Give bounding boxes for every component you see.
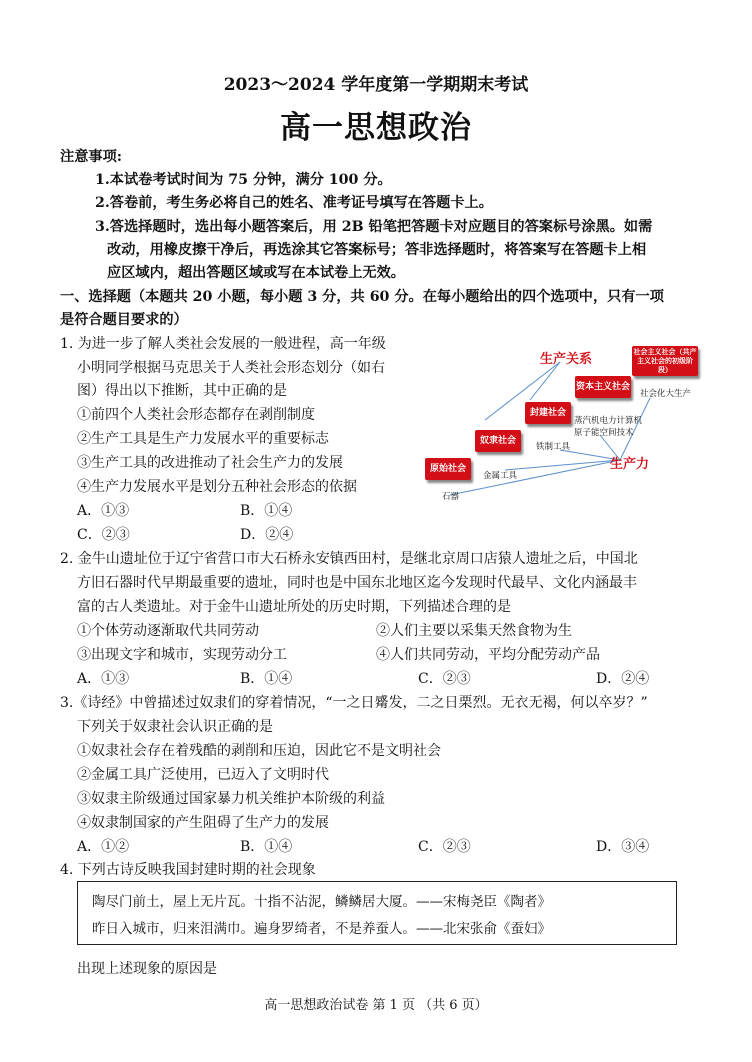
question-text: 下列关于奴隶社会认识正确的是	[77, 719, 273, 735]
page-title: 高一思想政治	[280, 110, 472, 146]
question-text: 4. 下列古诗反映我国封建时期的社会现象	[60, 862, 316, 878]
notice-item: 2.答卷前，考生务必将自己的姓名、准考证号填写在答题卡上。	[95, 195, 493, 211]
stage-primitive: 原始社会	[425, 458, 471, 480]
statement: ③奴隶主阶级通过国家暴力机关维护本阶级的利益	[77, 791, 385, 807]
notice-heading: 注意事项:	[60, 149, 122, 165]
statement: ①个体劳动逐渐取代共同劳动	[77, 623, 259, 639]
section-heading: 一、选择题（本题共 20 小题，每小题 3 分，共 60 分。在每小题给出的四个选项中，只有一项	[60, 289, 664, 305]
option-c: C．②③	[418, 671, 471, 687]
stage-socialist: 社会主义社会（共产主义社会的初级阶段）	[633, 348, 697, 374]
notice-item: 1.本试卷考试时间为 75 分钟，满分 100 分。	[95, 172, 392, 188]
page-footer: 高一思想政治试卷 第 1 页 （共 6 页）	[264, 998, 488, 1013]
statement: ④生产力发展水平是划分五种社会形态的依据	[77, 479, 357, 495]
tool-label: 铁制工具	[536, 442, 571, 452]
option-b: B．①④	[240, 503, 293, 519]
poem-line: 陶尽门前土，屋上无片瓦。十指不沾泥，鳞鳞居大厦。——宋梅尧臣《陶者》	[92, 894, 551, 910]
question-text: 方旧石器时代早期最重要的遗址，同时也是中国东北地区迄今发现时代最早、文化内涵最丰	[77, 575, 637, 591]
poem-line: 昨日入城市，归来泪满巾。遍身罗绮者，不是养蚕人。——北宋张俞《蚕妇》	[92, 921, 551, 937]
tool-label: 蒸汽机电力计算机	[574, 416, 643, 426]
tool-label: 金属工具	[483, 471, 518, 481]
option-b: B．①④	[240, 671, 293, 687]
stage-capitalist: 资本主义社会	[575, 376, 631, 398]
option-c: C．②③	[418, 839, 471, 855]
poem-box	[77, 881, 677, 945]
tool-label: 社会化大生产	[640, 389, 692, 399]
notice-item: 3.答选择题时，选出每小题答案后，用 2B 铅笔把答题卡对应题目的答案标号涂黑。如需	[95, 219, 653, 235]
stage-feudal: 封建社会	[525, 402, 571, 424]
option-d: D．③④	[596, 839, 650, 855]
statement: ④人们共同劳动，平均分配劳动产品	[376, 647, 600, 663]
statement: ②人们主要以采集天然食物为生	[376, 623, 572, 639]
question-text: 3.《诗经》中曾描述过奴隶们的穿着情况，“一之日觱发，二之日栗烈。无衣无褐，何以卒岁？”	[60, 695, 648, 711]
option-c: C．②③	[77, 527, 130, 543]
option-a: A．①③	[77, 503, 130, 519]
option-a: A．①③	[77, 671, 130, 687]
question-text: 2. 金牛山遗址位于辽宁省营口市大石桥永安镇西田村，是继北京周口店猿人遗址之后，中国北	[60, 551, 638, 567]
tool-label: 原子能空间技术	[574, 428, 634, 438]
option-d: D．②④	[240, 527, 294, 543]
notice-item: 应区域内，超出答题区域或写在本试卷上无效。	[107, 265, 405, 281]
option-d: D．②④	[596, 671, 650, 687]
section-heading-cont: 是符合题目要求的）	[60, 312, 188, 328]
stage-slavery: 奴隶社会	[475, 430, 521, 452]
question-text: 小明同学根据马克思关于人类社会形态划分（如右	[77, 360, 385, 376]
statement: ①前四个人类社会形态都存在剥削制度	[77, 407, 315, 423]
option-b: B．①④	[240, 839, 293, 855]
question-text: 图）得出以下推断，其中正确的是	[77, 383, 287, 399]
exam-subtitle: 2023～2024 学年度第一学期期末考试	[223, 75, 529, 95]
statement: ④奴隶制国家的产生阻碍了生产力的发展	[77, 815, 329, 831]
tool-label: 石器	[442, 492, 460, 502]
statement: ③生产工具的改进推动了社会生产力的发展	[77, 455, 343, 471]
statement: ②金属工具广泛使用，已迈入了文明时代	[77, 767, 329, 783]
statement: ②生产工具是生产力发展水平的重要标志	[77, 431, 329, 447]
productivity-label: 生产力	[610, 457, 650, 472]
question-text: 1. 为进一步了解人类社会发展的一般进程，高一年级	[60, 336, 386, 352]
society-forms-diagram	[420, 340, 710, 510]
statement: ①奴隶社会存在着残酷的剥削和压迫，因此它不是文明社会	[77, 743, 441, 759]
question-text: 出现上述现象的原因是	[77, 961, 217, 977]
notice-item: 改动，用橡皮擦干净后，再选涂其它答案标号；答非选择题时，将答案写在答题卡上相	[107, 242, 647, 258]
relations-label: 生产关系	[540, 352, 593, 367]
statement: ③出现文字和城市，实现劳动分工	[77, 647, 287, 663]
option-a: A．①②	[77, 839, 130, 855]
question-text: 富的古人类遗址。对于金牛山遗址所处的历史时期，下列描述合理的是	[77, 599, 511, 615]
